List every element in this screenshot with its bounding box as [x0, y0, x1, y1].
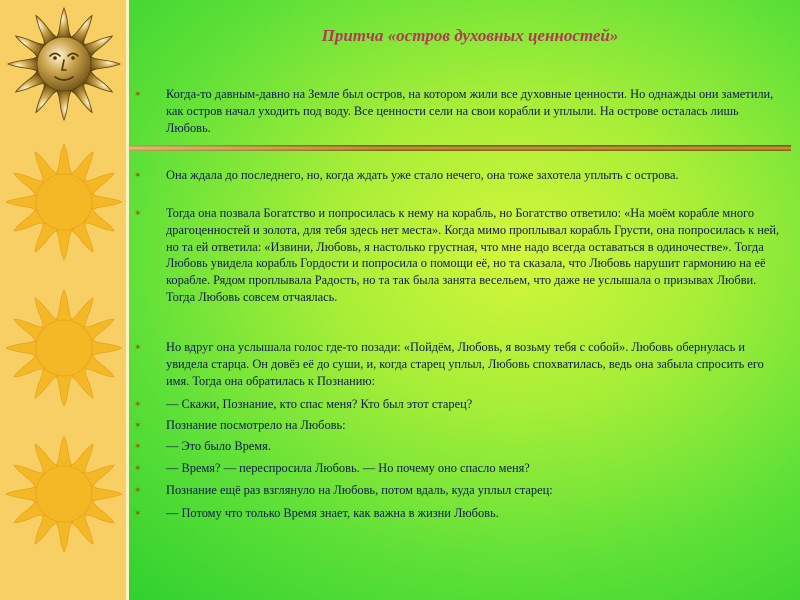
paragraph — [134, 339, 782, 389]
paragraph-text: Но вдруг она услышала голос где-то позади: «Пойдём, Любовь, я возьму тебя с собой». Любовь обернулась и увидела старца. Он довёз её до суши, и, когда старец уплыл, Любовь спохватилась, ведь она забыла спросить его имя. Тогда она обратилась к Познанию: — [166, 340, 764, 388]
paragraph-text: — Скажи, Познание, кто спас меня? Кто был этот старец? — [166, 397, 473, 411]
paragraph-intro — [134, 86, 782, 136]
bullet-icon: ✶ — [134, 463, 142, 473]
paragraph — [134, 396, 782, 413]
paragraph-text: — Потому что только Время знает, как важна в жизни Любовь. — [166, 506, 499, 520]
paragraph-text: Познание ещё раз взглянуло на Любовь, потом вдаль, куда уплыл старец: — [166, 483, 553, 497]
sun-icon — [4, 434, 124, 554]
bullet-icon: ✶ — [134, 441, 142, 451]
sun-icon — [4, 288, 124, 408]
paragraph-text: Она ждала до последнего, но, когда ждать уже стало нечего, она тоже захотела уплыть с острова. — [166, 168, 679, 182]
bullet-icon: ✶ — [134, 399, 142, 409]
paragraph-text: — Это было Время. — [166, 439, 271, 453]
paragraph — [134, 167, 782, 184]
paragraph — [134, 460, 782, 477]
bullet-icon: ✶ — [134, 342, 142, 352]
paragraph — [134, 438, 782, 455]
bullet-icon: ✶ — [134, 170, 142, 180]
bullet-icon: ✶ — [134, 420, 142, 430]
bullet-icon: ✶ — [134, 208, 142, 218]
sun-icon — [4, 142, 124, 262]
paragraph-text: Тогда она позвала Богатство и попросилась к нему на корабль, но Богатство ответило: «На моём корабле много драгоценностей и золота, для тебя здесь нет места». Когда мимо проплывал корабль Грусти, она попросилась к ней, но та ей ответила: «Извини, Любовь, я настолько грустная, что мне надо всегда оставаться в одиночестве». Тогда Любовь увидела корабль Гордости и попросила о помощи её, но та сказала, что Любовь нарушит гармонию на её корабле. Рядом проплывала Радость, но та так была занята весельем, что даже не услышала о призывах Любви. Тогда Любовь совсем отчаялась. — [166, 206, 780, 304]
bronze-sun-face-icon — [4, 4, 124, 124]
gold-divider-bar — [129, 145, 791, 151]
bullet-icon: ✶ — [134, 508, 142, 518]
bullet-icon: ✶ — [134, 485, 142, 495]
paragraph — [134, 482, 782, 499]
paragraph — [134, 205, 782, 306]
paragraph — [134, 505, 782, 522]
paragraph — [134, 417, 782, 434]
paragraph-text: Познание посмотрело на Любовь: — [166, 418, 346, 432]
slide-title: Притча «остров духовных ценностей» — [321, 26, 619, 45]
paragraph-text: Когда-то давным-давно на Земле был остров, на котором жили все духовные ценности. Но однажды они заметили, как остров начал уходить под воду. Все ценности сели на свои корабли и уплыли. На острове осталась лишь Любовь. — [166, 87, 774, 135]
paragraph-text: — Время? — переспросила Любовь. — Но почему оно спасло меня? — [166, 461, 530, 475]
bullet-icon: ✶ — [134, 89, 142, 99]
